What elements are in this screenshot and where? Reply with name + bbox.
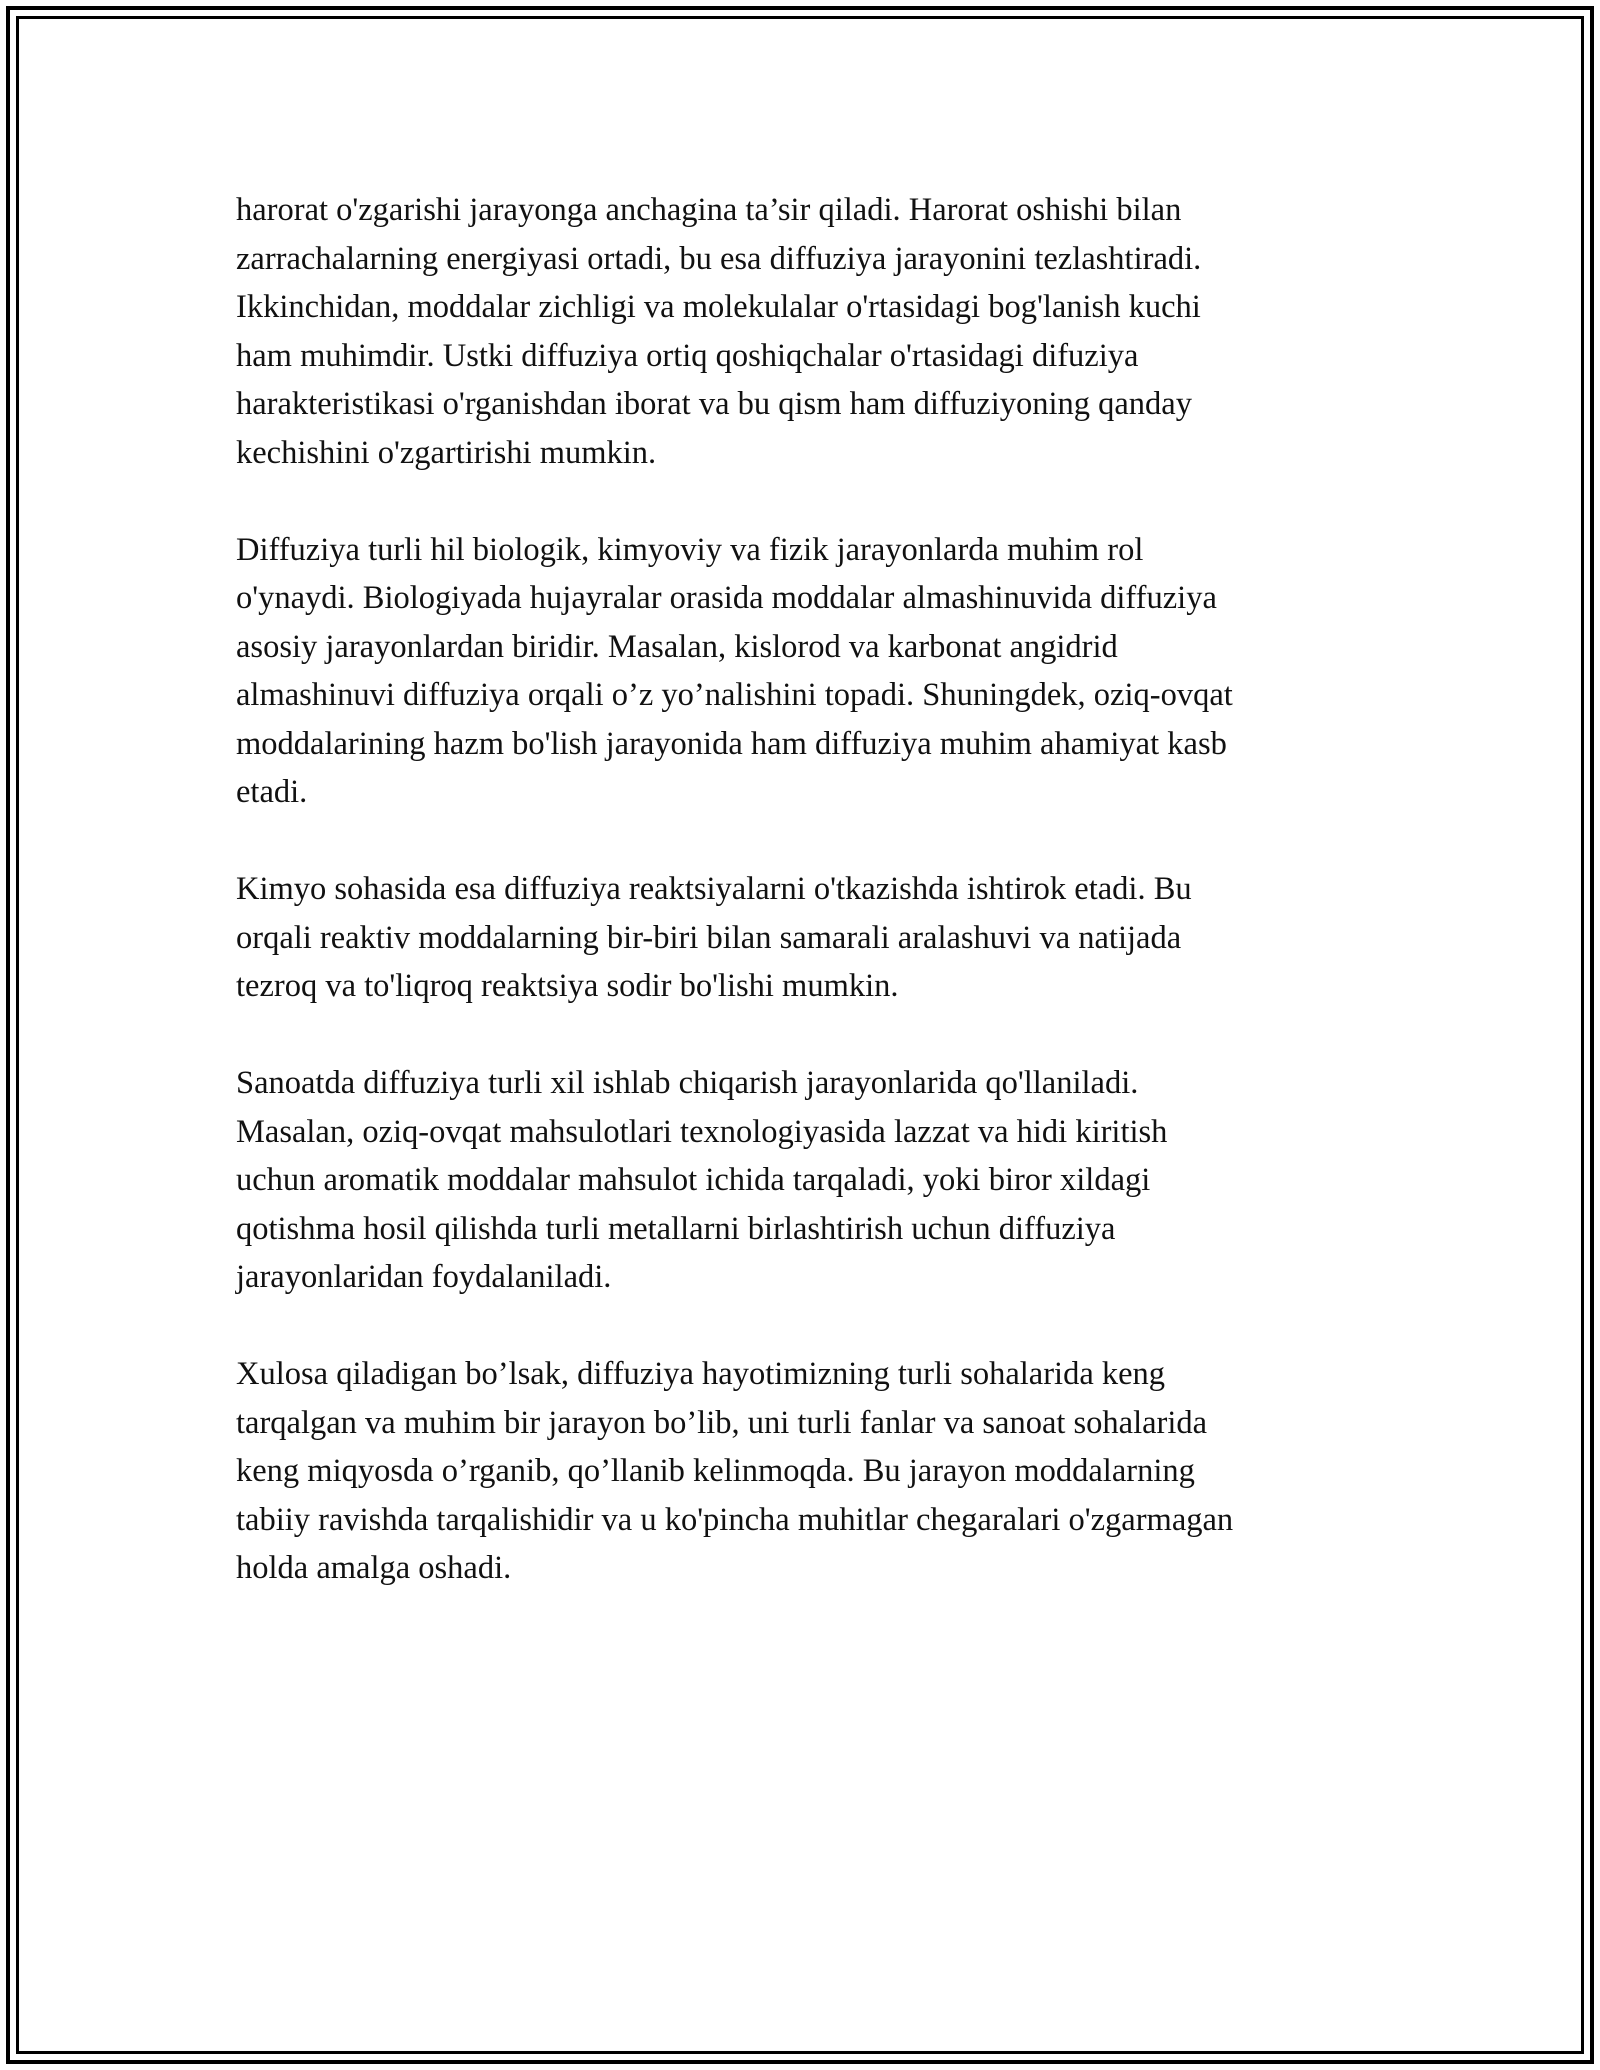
paragraph-conclusion: Xulosa qiladigan bo’lsak, diffuziya hayotimizning turli sohalarida keng tarqalgan va muhim bir jarayon bo’lib, uni turli fanlar va sanoat sohalarida keng miqyosda o’rganib, qo’llanib kelinmoqda. Bu jarayon moddalarning tabiiy ravishda tarqalishidir va u ko'pincha muhitlar chegaralari o'zgarmagan holda amalga oshadi. (236, 1356, 1234, 1586)
document-body (236, 186, 1376, 1641)
paragraph-industry: Sanoatda diffuziya turli xil ishlab chiqarish jarayonlarida qo'llaniladi. Masalan, oziq-ovqat mahsulotlari texnologiyasida lazzat va hidi kiritish uchun aromatik moddalar mahsulot ichida tarqaladi, yoki biror xildagi qotishma hosil qilishda turli metallarni birlashtirish uchun diffuziya jarayonlaridan foydalaniladi. (236, 1065, 1168, 1295)
paragraph-temperature-factors: harorat o'zgarishi jarayonga anchagina ta’sir qiladi. Harorat oshishi bilan zarrachalarning energiyasi ortadi, bu esa diffuziya jarayonini tezlashtiradi. Ikkinchidan, moddalar zichligi va molekulalar o'rtasidagi bog'lanish kuchi ham muhimdir. Ustki diffuziya ortiq qoshiqchalar o'rtasidagi difuziya harakteristikasi o'rganishdan iborat va bu qism ham diffuziyoning qanday kechishini o'zgartirishi mumkin. (236, 192, 1202, 471)
paragraph-chemistry: Kimyo sohasida esa diffuziya reaktsiyalarni o'tkazishda ishtirok etadi. Bu orqali reaktiv moddalarning bir-biri bilan samarali aralashuvi va natijada tezroq va to'liqroq reaktsiya sodir bo'lishi mumkin. (236, 871, 1192, 1004)
paragraph-biology: Diffuziya turli hil biologik, kimyoviy va fizik jarayonlarda muhim rol o'ynaydi. Biologiyada hujayralar orasida moddalar almashinuvida diffuziya asosiy jarayonlardan biridir. Masalan, kislorod va karbonat angidrid almashinuvi diffuziya orqali o’z yo’nalishini topadi. Shuningdek, oziq-ovqat moddalarining hazm bo'lish jarayonida ham diffuziya muhim ahamiyat kasb etadi. (236, 531, 1233, 810)
